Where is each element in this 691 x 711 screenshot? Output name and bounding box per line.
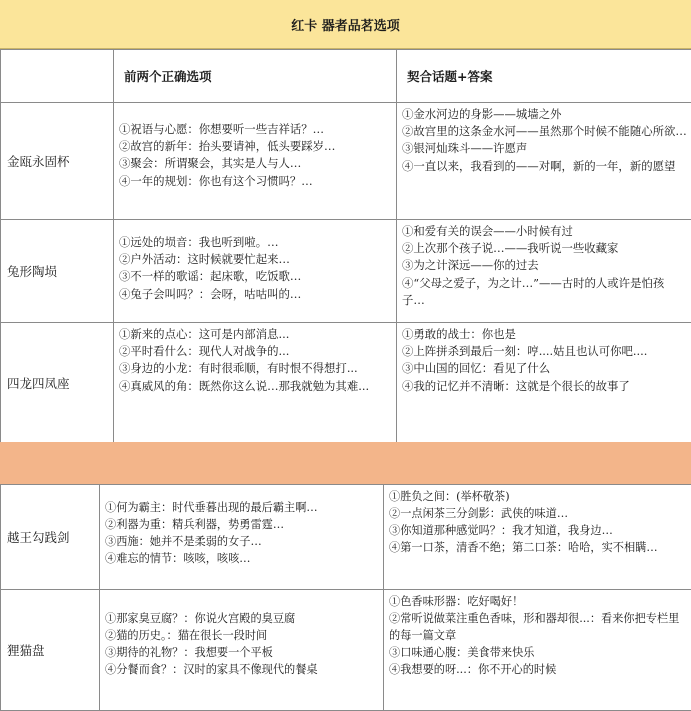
topic: ③你知道那种感觉吗？：我才知道，我身边… [389, 522, 687, 539]
topics-cell [397, 103, 691, 220]
options-cell [114, 323, 397, 443]
item-name: 四龙四凤座 [1, 323, 114, 443]
option: ①那家臭豆腐？：你说火宫殿的臭豆腐 [105, 610, 379, 627]
option: ②故宫的新年：抬头要请神，低头要踩岁… [119, 138, 392, 155]
option: ③期待的礼物？：我想要一个平板 [105, 644, 379, 661]
topic: ①色香味形器：吃好喝好！ [389, 593, 687, 610]
topic: ①和爱有关的误会——小时候有过 [402, 223, 687, 240]
topic: ③银河灿珠斗——许愿声 [402, 140, 687, 157]
options-cell [100, 590, 384, 711]
header-options: 前两个正确选项 [114, 50, 397, 103]
item-name: 越王勾践剑 [1, 485, 100, 590]
option: ①远处的埙音：我也听到啦。… [119, 234, 392, 251]
option: ③西施：她并不是柔弱的女子… [105, 533, 379, 550]
table-row [1, 103, 691, 220]
header-name [1, 50, 114, 103]
table-row [1, 323, 691, 443]
item-name: 狸猫盘 [1, 590, 100, 711]
topic: ②上次那个孩子说…——我听说一些收藏家 [402, 240, 687, 257]
option: ③身边的小龙：有时很乖顺，有时恨不得想打... [119, 360, 392, 377]
option: ②户外活动：这时候就要忙起来… [119, 251, 392, 268]
option: ①新来的点心：这可是内部消息... [119, 326, 392, 343]
topic: ③口味通心腹：美食带来快乐 [389, 644, 687, 661]
options-cell [114, 220, 397, 323]
option: ③不一样的歌谣：起床歌，吃饭歌… [119, 268, 392, 285]
option: ④分餐而食？：汉时的家具不像现代的餐桌 [105, 661, 379, 678]
topic: ④我想要的呀...：你不开心的时候 [389, 661, 687, 678]
item-name: 金瓯永固杯 [1, 103, 114, 220]
option: ④难忘的情节：咳咳，咳咳… [105, 550, 379, 567]
option: ④真威风的角：既然你这么说…那我就勉为其难... [119, 378, 392, 395]
header-row [1, 50, 691, 103]
options-cell [114, 103, 397, 220]
topics-cell [397, 323, 691, 443]
option: ①何为霸主：时代垂暮出现的最后霸主啊… [105, 499, 379, 516]
topic: ④我的记忆并不清晰：这就是个很长的故事了 [402, 378, 687, 395]
table-row [1, 220, 691, 323]
options-cell [100, 485, 384, 590]
option: ③聚会：所谓聚会，其实是人与人… [119, 155, 392, 172]
option: ②平时看什么：现代人对战争的... [119, 343, 392, 360]
topic: ①胜负之间：(举杯敬茶) [389, 488, 687, 505]
topic: ②上阵拼杀到最后一刻：哼....姑且也认可你吧.... [402, 343, 687, 360]
topic: ④一直以来，我看到的——对啊，新的一年，新的愿望 [402, 158, 687, 175]
topic: ②常听说做菜注重色香味，形和器却很...：看来你把专栏里的每一篇文章 [389, 610, 687, 644]
topics-cell [384, 590, 691, 711]
topic: ①金水河边的身影——城墙之外 [402, 106, 687, 123]
option: ④一年的规划：你也有这个习惯吗？… [119, 173, 392, 190]
option: ②猫的历史。：猫在很长一段时间 [105, 627, 379, 644]
topics-cell [384, 485, 691, 590]
page-title: 红卡 器者品茗选项 [0, 0, 691, 49]
topic: ④“父母之爱子，为之计…”——古时的人或许是怕孩子… [402, 275, 687, 309]
topic: ③中山国的回忆：看见了什么 [402, 360, 687, 377]
item-name: 兔形陶埙 [1, 220, 114, 323]
option: ①祝语与心愿：你想要听一些吉祥话？… [119, 121, 392, 138]
section-divider [0, 442, 691, 484]
items-table-2 [0, 484, 691, 711]
topic: ④第一口茶，清香不绝；第二口茶：哈哈，实不相瞒… [389, 539, 687, 556]
option: ④兔子会叫吗？：会呀，咕咕叫的… [119, 286, 392, 303]
table-row [1, 590, 691, 711]
items-table [0, 49, 691, 443]
topic: ③为之计深远——你的过去 [402, 257, 687, 274]
topic: ①勇敢的战士：你也是 [402, 326, 687, 343]
table-row [1, 485, 691, 590]
topics-cell [397, 220, 691, 323]
topic: ②故宫里的这条金水河——虽然那个时候不能随心所欲… [402, 123, 687, 140]
topic: ②一点闲茶三分剑影：武侠的味道… [389, 505, 687, 522]
option: ②利器为重：精兵利器，势勇雷霆… [105, 516, 379, 533]
header-topics: 契合话题+答案 [397, 50, 691, 103]
